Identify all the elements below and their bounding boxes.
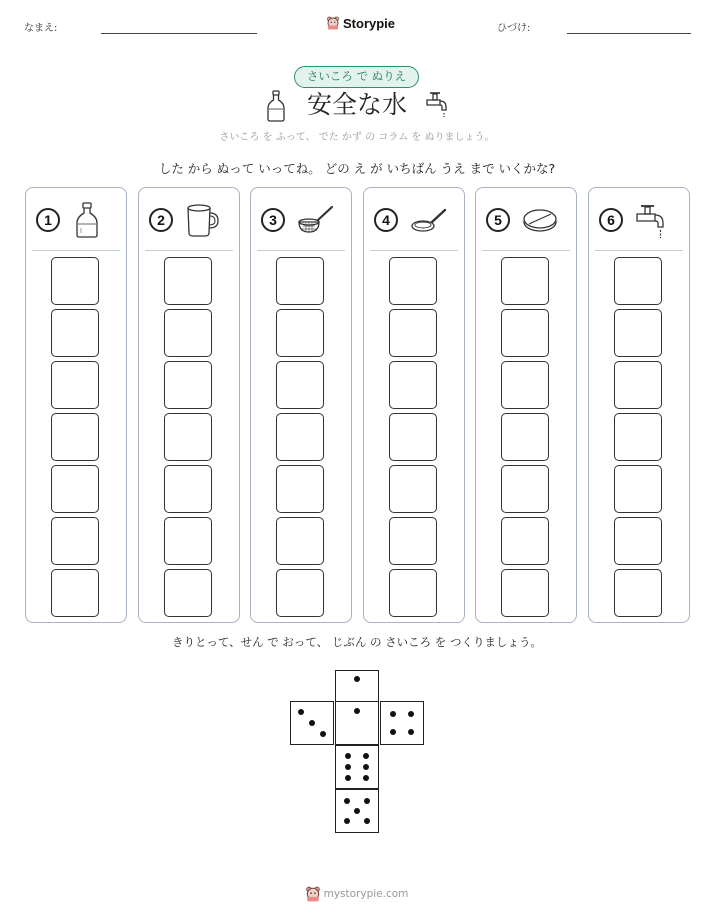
color-box[interactable] xyxy=(389,413,437,461)
activity-badge: さいころ で ぬりえ xyxy=(294,66,419,88)
footer-url[interactable]: mystorypie.com xyxy=(323,888,409,900)
color-box[interactable] xyxy=(501,309,549,357)
color-box[interactable] xyxy=(51,309,99,357)
color-box[interactable] xyxy=(389,465,437,513)
bottle-icon xyxy=(72,202,102,238)
color-box[interactable] xyxy=(276,569,324,617)
color-box[interactable] xyxy=(389,569,437,617)
die-net xyxy=(290,670,424,834)
die-pip xyxy=(408,711,414,717)
name-label: なまえ: xyxy=(24,23,58,34)
strainer-icon xyxy=(297,202,335,238)
color-box[interactable] xyxy=(614,257,662,305)
die-pip xyxy=(390,711,396,717)
page-title: 安全な水 xyxy=(306,90,407,119)
die-pip xyxy=(309,720,315,726)
die-face-5 xyxy=(335,789,379,833)
die-face-4 xyxy=(380,701,424,745)
subtitle: さいころ を ふって、 でた かず の コラム を ぬりましょう。 xyxy=(219,132,495,143)
die-pip xyxy=(354,808,360,814)
color-box[interactable] xyxy=(276,361,324,409)
color-box[interactable] xyxy=(164,309,212,357)
color-box[interactable] xyxy=(276,517,324,565)
die-face-3 xyxy=(290,701,334,745)
color-box[interactable] xyxy=(51,517,99,565)
color-box[interactable] xyxy=(51,465,99,513)
bear-logo-icon xyxy=(327,16,339,30)
die-pip xyxy=(364,798,370,804)
column-1 xyxy=(25,187,127,623)
die-pip xyxy=(344,818,350,824)
date-line xyxy=(567,33,691,34)
column-header xyxy=(36,202,116,238)
frying-pan-icon xyxy=(410,202,448,238)
column-divider xyxy=(370,250,458,251)
color-box[interactable] xyxy=(164,517,212,565)
die-pip xyxy=(298,709,304,715)
die-pip xyxy=(354,708,360,714)
brand-logo xyxy=(327,12,395,34)
column-number: 2 xyxy=(149,208,173,232)
brand-name: Storypie xyxy=(343,15,396,31)
color-box[interactable] xyxy=(51,257,99,305)
column-divider xyxy=(595,250,683,251)
column-3 xyxy=(250,187,352,623)
color-box[interactable] xyxy=(501,257,549,305)
color-box[interactable] xyxy=(276,413,324,461)
color-box[interactable] xyxy=(614,309,662,357)
column-divider xyxy=(257,250,345,251)
die-pip xyxy=(345,764,351,770)
color-box[interactable] xyxy=(614,517,662,565)
die-face-6 xyxy=(335,745,379,789)
column-4 xyxy=(363,187,465,623)
color-box[interactable] xyxy=(164,361,212,409)
die-pip xyxy=(320,731,326,737)
color-box[interactable] xyxy=(164,465,212,513)
color-box[interactable] xyxy=(51,361,99,409)
column-header xyxy=(486,202,566,238)
die-pip xyxy=(344,798,350,804)
tablet-icon xyxy=(522,202,560,238)
column-header xyxy=(261,202,341,238)
column-number: 1 xyxy=(36,208,60,232)
color-box[interactable] xyxy=(501,569,549,617)
worksheet-header xyxy=(0,0,714,50)
color-box[interactable] xyxy=(276,465,324,513)
color-box[interactable] xyxy=(51,569,99,617)
die-pip xyxy=(345,775,351,781)
die-pip xyxy=(408,729,414,735)
color-box[interactable] xyxy=(276,309,324,357)
die-pip xyxy=(345,753,351,759)
faucet-icon xyxy=(635,202,673,240)
color-box[interactable] xyxy=(389,309,437,357)
die-pip xyxy=(363,753,369,759)
mug-icon xyxy=(185,202,221,238)
color-box[interactable] xyxy=(501,465,549,513)
column-number: 5 xyxy=(486,208,510,232)
die-pip xyxy=(354,676,360,682)
die-face-1 xyxy=(335,701,379,745)
column-5 xyxy=(475,187,577,623)
die-pip xyxy=(363,775,369,781)
color-box[interactable] xyxy=(389,517,437,565)
color-box[interactable] xyxy=(51,413,99,461)
column-divider xyxy=(482,250,570,251)
color-box[interactable] xyxy=(389,257,437,305)
color-box[interactable] xyxy=(276,257,324,305)
column-number: 3 xyxy=(261,208,285,232)
color-box[interactable] xyxy=(164,569,212,617)
coloring-instruction: した から ぬって いってね。 どの え が いちばん うえ まで いくかな? xyxy=(158,161,556,176)
color-box[interactable] xyxy=(614,465,662,513)
column-number: 4 xyxy=(374,208,398,232)
color-box[interactable] xyxy=(164,413,212,461)
cut-instruction: きりとって、せん で おって、 じぶん の さいころ を つくりましょう。 xyxy=(172,635,542,649)
name-line xyxy=(101,33,257,34)
color-box[interactable] xyxy=(614,413,662,461)
column-divider xyxy=(145,250,233,251)
color-box[interactable] xyxy=(389,361,437,409)
die-pip xyxy=(364,818,370,824)
color-box[interactable] xyxy=(614,569,662,617)
bear-logo-icon xyxy=(306,886,320,902)
column-header xyxy=(149,202,229,238)
column-number: 6 xyxy=(599,208,623,232)
color-box[interactable] xyxy=(164,257,212,305)
column-6 xyxy=(588,187,690,623)
color-box[interactable] xyxy=(501,361,549,409)
column-divider xyxy=(32,250,120,251)
footer xyxy=(0,884,714,904)
column-header xyxy=(374,202,454,238)
color-box[interactable] xyxy=(501,517,549,565)
color-box[interactable] xyxy=(501,413,549,461)
date-label: ひづけ: xyxy=(497,23,531,34)
column-header xyxy=(599,202,679,238)
title-row xyxy=(0,88,714,124)
faucet-icon xyxy=(424,90,454,120)
die-pip xyxy=(390,729,396,735)
die-pip xyxy=(363,764,369,770)
color-box[interactable] xyxy=(614,361,662,409)
column-2 xyxy=(138,187,240,623)
